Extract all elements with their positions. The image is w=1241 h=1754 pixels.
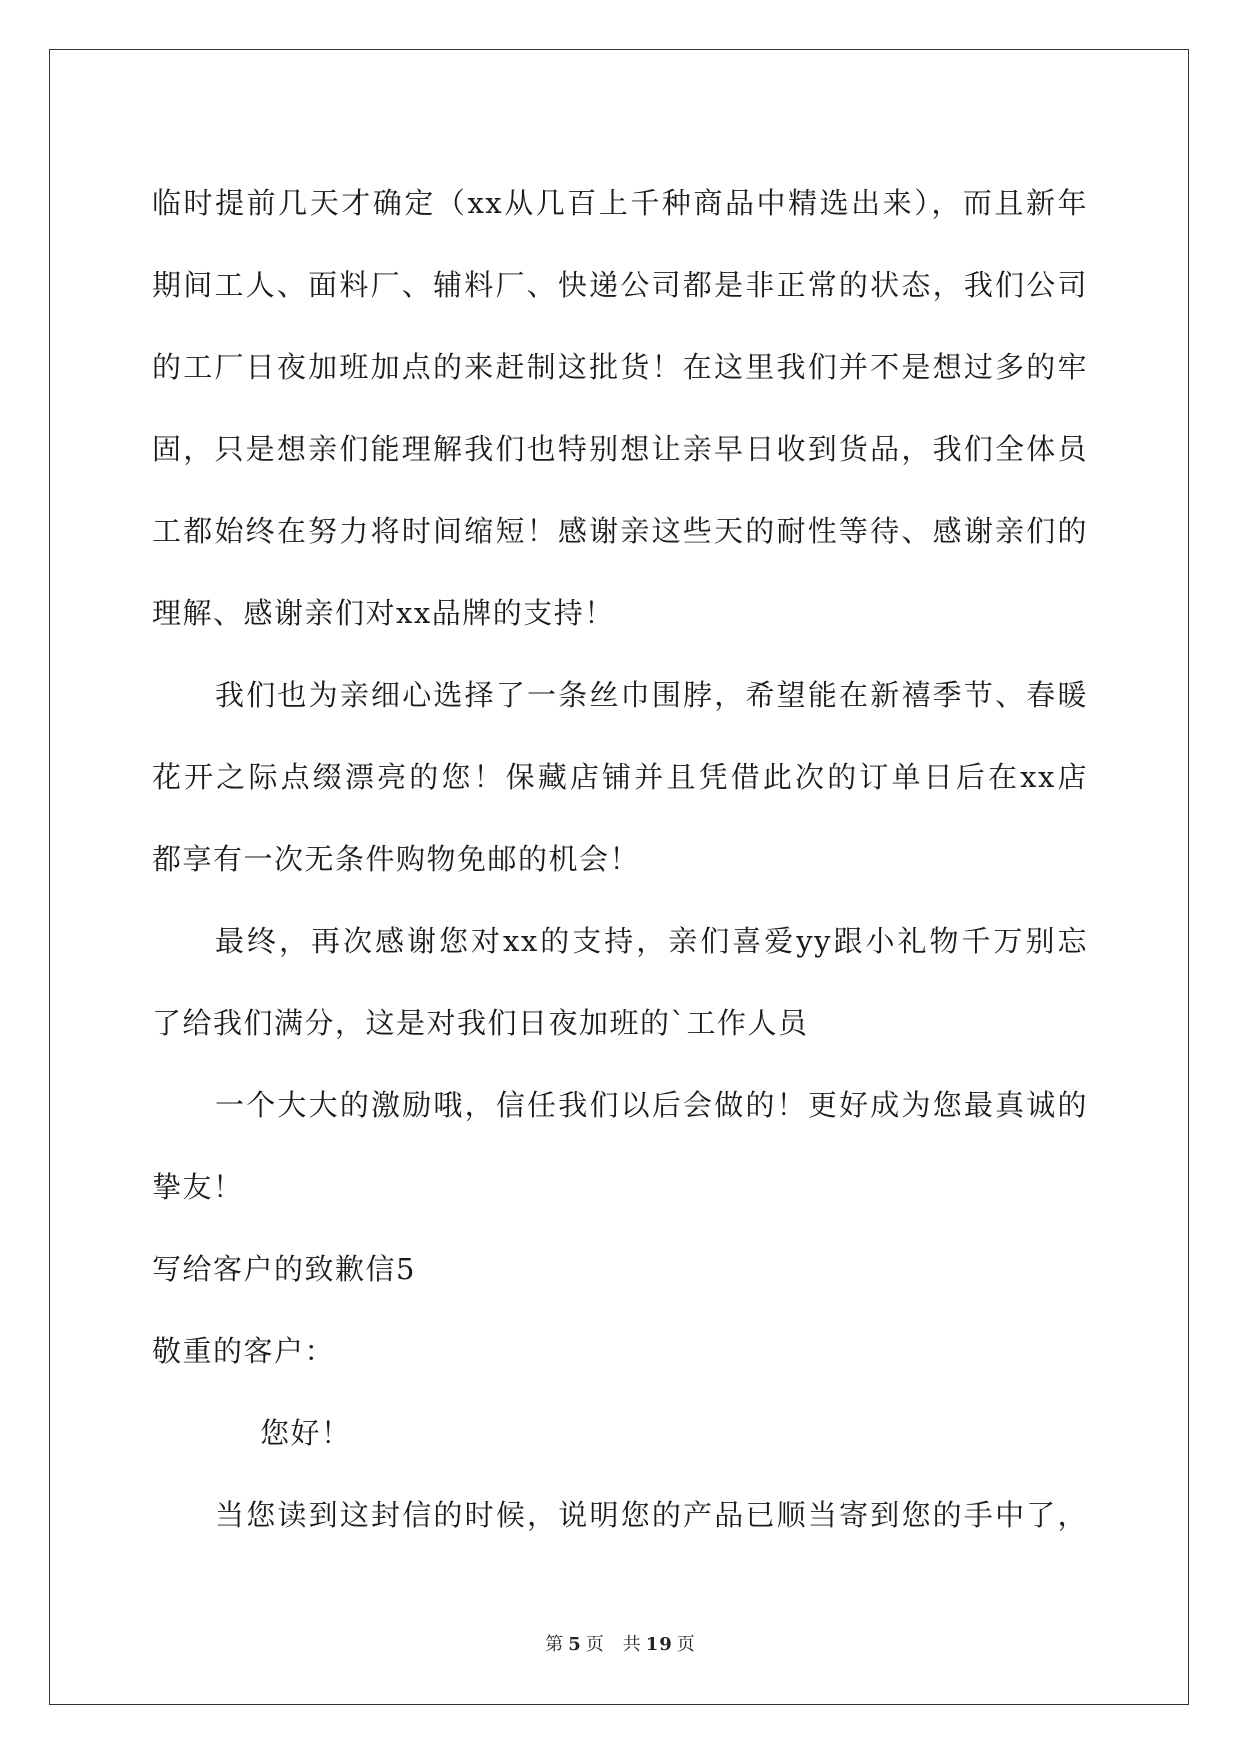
body-line: 一个大大的激励哦，信任我们以后会做的！更好成为您最真诚的: [215, 1088, 1088, 1122]
body-line: 都享有一次无条件购物免邮的机会！: [152, 842, 641, 876]
total-page-number: 19: [645, 1634, 673, 1655]
footer-total-prefix: 共: [622, 1634, 642, 1655]
document-body: [152, 162, 1088, 1556]
body-line: 我们也为亲细心选择了一条丝巾围脖，希望能在新禧季节、春暖: [215, 678, 1088, 712]
body-line: 当您读到这封信的时候，说明您的产品已顺当寄到您的手中了，: [215, 1498, 1088, 1532]
footer-prefix: 第: [545, 1634, 565, 1655]
current-page-number: 5: [568, 1634, 582, 1655]
body-line: 临时提前几天才确定（xx从几百上千种商品中精选出来），而且新年: [152, 186, 1088, 220]
body-line: 挚友！: [152, 1170, 244, 1204]
footer-total-suffix: 页: [676, 1634, 696, 1655]
body-line: 期间工人、面料厂、辅料厂、快递公司都是非正常的状态，我们公司: [152, 268, 1088, 302]
salutation: 敬重的客户：: [152, 1334, 336, 1368]
body-line: 花开之际点缀漂亮的您！保藏店铺并且凭借此次的订单日后在xx店: [152, 760, 1088, 794]
page-footer: [0, 1630, 1241, 1656]
greeting: 您好！: [260, 1416, 352, 1450]
footer-page-suffix: 页: [585, 1634, 605, 1655]
body-line: 最终，再次感谢您对xx的支持，亲们喜爱yy跟小礼物千万别忘: [215, 924, 1088, 958]
body-line: 固，只是想亲们能理解我们也特别想让亲早日收到货品，我们全体员: [152, 432, 1088, 466]
body-line: 了给我们满分，这是对我们日夜加班的`工作人员: [152, 1006, 809, 1040]
body-line: 工都始终在努力将时间缩短！感谢亲这些天的耐性等待、感谢亲们的: [152, 514, 1088, 548]
section-heading: 写给客户的致歉信5: [152, 1252, 416, 1286]
body-line: 理解、感谢亲们对xx品牌的支持！: [152, 596, 615, 630]
body-line: 的工厂日夜加班加点的来赶制这批货！在这里我们并不是想过多的牢: [152, 350, 1088, 384]
